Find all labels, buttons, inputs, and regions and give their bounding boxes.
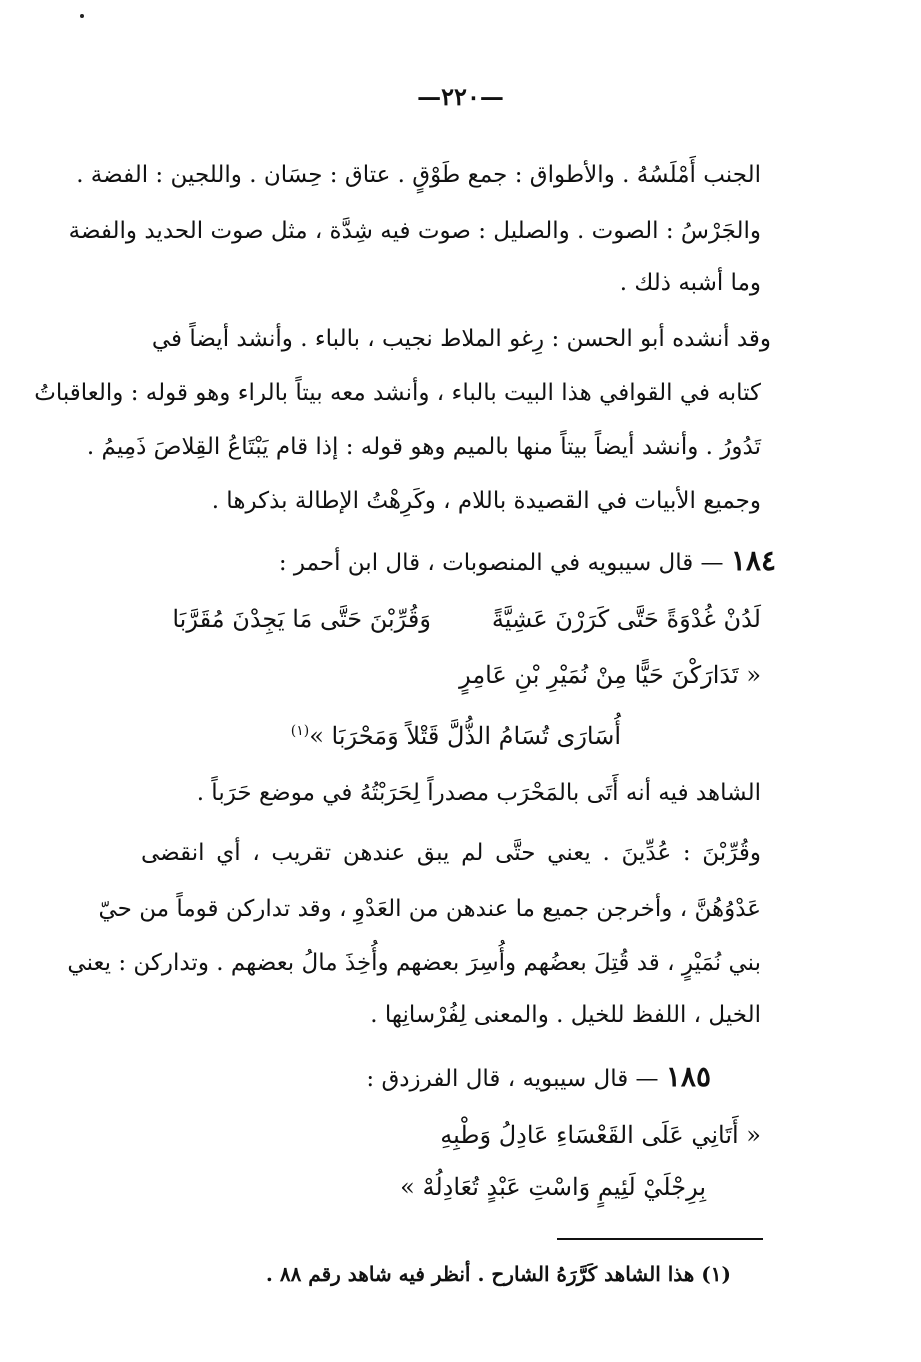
entry-intro: — قال سيبويه في المنصوبات ، قال ابن أحمر : — [278, 550, 724, 576]
ink-speck — [80, 14, 84, 18]
verse-184-2-second — [141, 716, 621, 751]
entry-number: ١٨٤ — [730, 544, 776, 577]
commentary-line-3: بني نُمَيْرٍ ، قد قُتِلَ بعضُهم وأُسِرَ بعضهم وأُخِذَ مالُ بعضهم . وتداركن : يعني — [67, 950, 761, 976]
text-line-2: والجَرْسُ : الصوت . والصليل : صوت فيه شِدَّة ، مثل صوت الحديد والفضة — [68, 218, 761, 244]
hemistich: أُسَارَى تُسَامُ الذُّلَّ قَتْلاً وَمَحْرَبَا » — [309, 722, 621, 750]
commentary-line-2: عَدْوُهُنَّ ، وأخرجن جميع ما عندهن من العَدْوِ ، وقد تداركن قوماً من حيّ — [98, 896, 761, 922]
text-line-1: الجنب أَمْلَسُهُ . والأطواق : جمع طَوْقٍ . عتاق : حِسَان . واللجين : الفضة . — [76, 162, 761, 188]
text-line-7: وجميع الأبيات في القصيدة باللام ، وكَرِهْتُ الإطالة بذكرها . — [211, 488, 761, 514]
entry-intro: — قال سيبويه ، قال الفرزدق : — [366, 1066, 659, 1092]
footnote: (١) هذا الشاهد كَرَّرَهُ الشارح . أنظر فيه شاهد رقم ٨٨ . — [265, 1262, 731, 1286]
verse-184-2-first: « تَدَارَكْنَ حَيًّا مِنْ نُمَيْرِ بْنِ عَامِرٍ — [459, 661, 761, 689]
footnote-divider — [557, 1238, 763, 1240]
text-line-4: وقد أنشده أبو الحسن : رِغو الملاط نجيب ، بالباء . وأنشد أيضاً في — [151, 326, 771, 352]
commentary-line-1: وقُرِّبْنَ : عُدِّينَ . يعني حتَّى لم يبق عندهن تقريب ، أي انقضى — [141, 840, 761, 866]
witness-line: الشاهد فيه أنه أَتَى بالمَحْرَب مصدراً لِحَرَبْتُهُ في موضع حَرَباً . — [196, 780, 761, 806]
text-line-6: تَدُورُ . وأنشد أيضاً بيتاً منها بالميم وهو قوله : إذا قام يَبْتَاعُ القِلاصَ ذَمِيمُ . — [86, 434, 761, 460]
page-number: —٢٢٠— — [417, 82, 504, 111]
commentary-line-4: الخيل ، اللفظ للخيل . والمعنى لِفُرْسانِها . — [370, 1002, 761, 1028]
verse-185-second: بِرِجْلَيْ لَئِيمٍ وَاسْتِ عَبْدٍ تُعَادِلُهْ » — [400, 1173, 706, 1201]
text-line-3: وما أشبه ذلك . — [619, 270, 761, 296]
hemistich-second: وَقُرِّبْنَ حَتَّى مَا يَجِدْنَ مُقَرَّبَا — [172, 605, 431, 633]
text-line-5: كتابه في القوافي هذا البيت بالباء ، وأنشد معه بيتاً بالراء وهو قوله : والعاقباتُ — [34, 380, 761, 406]
entry-number: ١٨٥ — [665, 1060, 711, 1093]
hemistich-first: لَدُنْ غُدْوَةً حَتَّى كَرَرْنَ عَشِيَّةً — [491, 605, 761, 633]
entry-185-heading — [91, 1062, 711, 1094]
verse-185-first: « أَتَانِي عَلَى القَعْسَاءِ عَادِلُ وَطْبِهِ — [440, 1121, 761, 1149]
footnote-marker: (١) — [290, 723, 310, 739]
entry-184-heading — [156, 546, 776, 578]
